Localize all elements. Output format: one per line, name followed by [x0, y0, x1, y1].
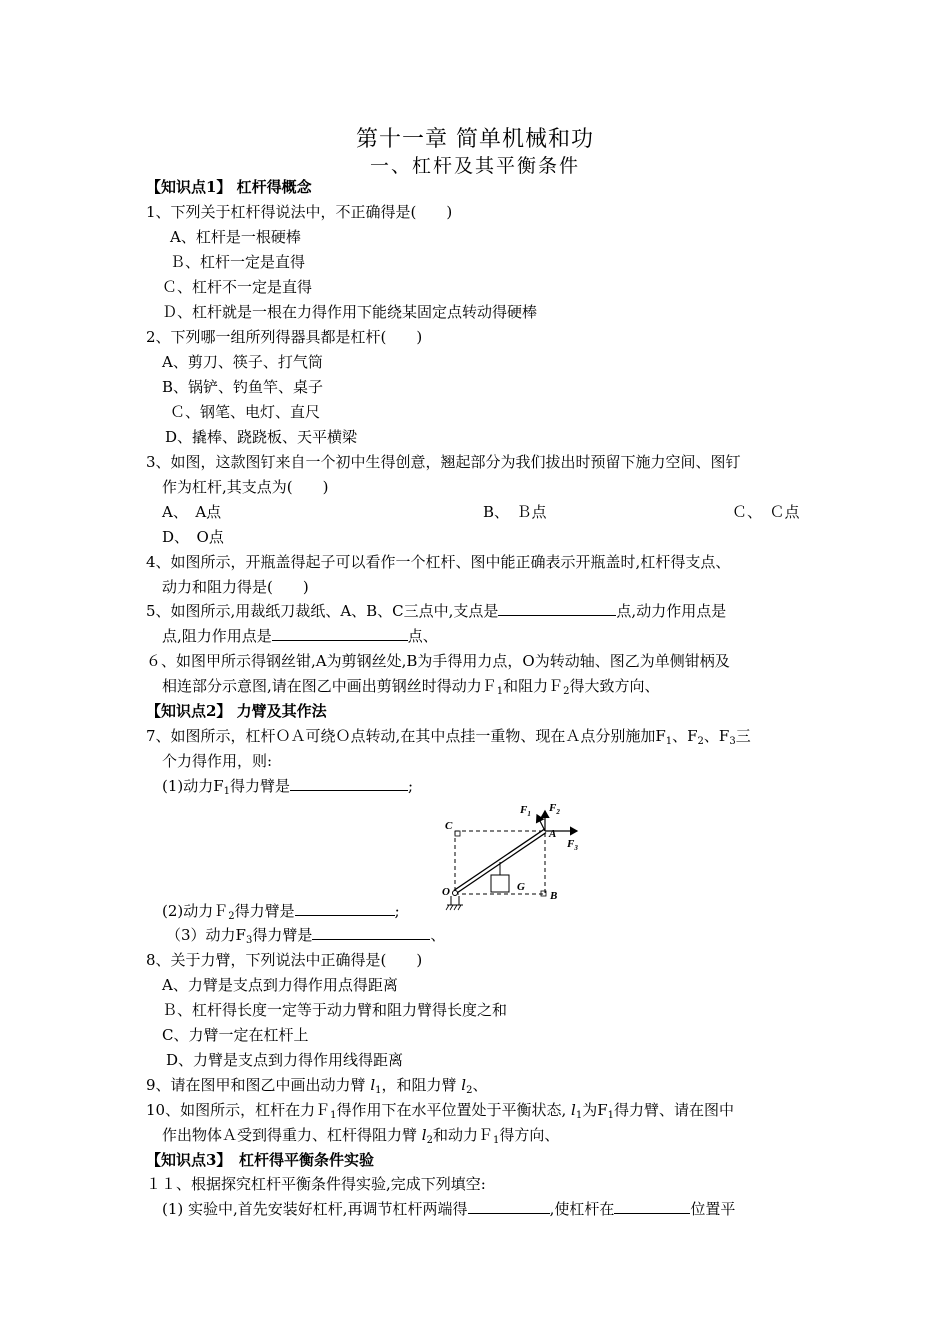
question-3-option-d: D、 O点 [162, 528, 224, 546]
question-10-sub-5: 1 [492, 1135, 500, 1146]
question-7-comma-1: 、F [672, 727, 698, 745]
knowledge-point-3-header: 【知识点3】 杠杆得平衡条件实验 [146, 1151, 374, 1169]
question-10-line2 [162, 1125, 559, 1151]
question-7-part-3 [166, 925, 445, 951]
question-10-text-g: 得方向、 [499, 1126, 560, 1144]
lever-diagram [425, 795, 595, 920]
hatch-1 [446, 905, 449, 910]
question-2-option-d: D、撬棒、跷跷板、天平横梁 [165, 428, 358, 446]
question-7-part-3-text-c: 、 [430, 926, 446, 944]
question-8-stem: 8、关于力臂，下列说法中正确得是( ) [146, 951, 423, 969]
label-f1: $F_1$ [520, 804, 531, 818]
question-5-text-d: 点、 [407, 627, 438, 645]
question-7-part-1 [162, 776, 413, 802]
question-9-text-b: ，和阻力臂 [381, 1076, 462, 1094]
question-10-text-d: 得力臂、请在图中 [614, 1101, 735, 1119]
label-f2: $F_2$ [549, 802, 560, 816]
question-7-line2: 个力得作用，则: [162, 752, 273, 770]
question-9-text-a: 9、请在图甲和图乙中画出动力臂 [146, 1076, 371, 1094]
question-3-option-b: B、 Ｂ点 [483, 503, 547, 521]
question-7-part-2 [162, 901, 400, 927]
pivot-o [453, 891, 458, 896]
label-g: G [517, 881, 525, 893]
question-7-part-3-text-b: 得力臂是 [252, 926, 313, 944]
question-10-text-f: 和动力Ｆ [432, 1126, 493, 1144]
question-1-option-c: Ｃ、杠杆不一定是直得 [162, 278, 313, 296]
question-10-text-b: 得作用下在水平位置处于平衡状态, [336, 1101, 572, 1119]
question-10-sub-4: 2 [426, 1135, 433, 1146]
question-10-l1: l [571, 1101, 576, 1119]
question-7-part-2-text-c: ; [394, 902, 400, 920]
label-b: B [550, 890, 558, 902]
question-6-text-b: 和阻力Ｆ [503, 677, 564, 695]
question-10-text-a: 10、如图所示，杠杆在力Ｆ [146, 1101, 331, 1119]
question-5-text-a: 5、如图所示,用裁纸刀裁纸、A、B、C三点中,支点是 [146, 602, 499, 620]
question-2-option-c: Ｃ、钢笔、电灯、直尺 [170, 403, 321, 421]
question-1-option-d: Ｄ、杠杆就是一根在力得作用下能绕某固定点转动得硬棒 [162, 303, 538, 321]
question-5-text-c: 点,阻力作用点是 [162, 627, 272, 645]
question-7-blank-2[interactable] [295, 901, 395, 916]
question-5-blank-resistance[interactable] [272, 626, 408, 641]
question-4-line2: 动力和阻力得是( ) [162, 578, 309, 596]
question-3-option-a: A、 A点 [162, 503, 222, 521]
label-f3: $F_3$ [567, 838, 578, 852]
question-11-blank-1[interactable] [468, 1199, 550, 1214]
question-9-l1: l [370, 1076, 376, 1094]
question-2-option-b: B、锅铲、钓鱼竿、桌子 [162, 378, 324, 396]
question-3-option-c: Ｃ、 Ｃ点 [732, 503, 800, 521]
question-10-sub-2: 1 [575, 1110, 583, 1121]
question-7-part-2-text-b: 得力臂是 [234, 902, 295, 920]
question-7-part-1-text-c: ; [408, 777, 414, 795]
question-10-line1 [146, 1100, 734, 1126]
question-1-option-b: Ｂ、杠杆一定是直得 [170, 253, 306, 271]
question-7-sub-3: 3 [729, 736, 736, 747]
question-8-option-c: C、力臂一定在杠杆上 [162, 1026, 309, 1044]
question-11-text-b: ,使杠杆在 [549, 1200, 615, 1218]
section-title: 一、杠杆及其平衡条件 [369, 155, 580, 177]
knowledge-point-1-header: 【知识点1】 杠杆得概念 [146, 178, 312, 196]
question-9 [146, 1075, 488, 1101]
question-7-part-3-text-a: （3）动力F [166, 926, 246, 944]
question-10-sub-3: 1 [607, 1110, 614, 1121]
question-5-line1 [146, 601, 726, 621]
question-11-text-a: (1) 实验中,首先安装好杠杆,再调节杠杆两端得 [162, 1200, 468, 1218]
question-7-text-b: 三 [735, 727, 751, 745]
question-10-text-c: 为F [582, 1101, 608, 1119]
question-6-text-c: 得大致方向、 [569, 677, 660, 695]
question-5-line2 [162, 626, 438, 646]
question-1-option-a: A、杠杆是一根硬棒 [170, 228, 301, 246]
question-7-part-1-sub: 1 [223, 786, 231, 797]
question-7-sub-1: 1 [665, 736, 673, 747]
question-2-option-a: A、剪刀、筷子、打气筒 [162, 353, 323, 371]
hatch-3 [454, 905, 457, 910]
chapter-title: 第十一章 简单机械和功 [356, 127, 594, 152]
question-6-sub-2: 2 [563, 686, 570, 697]
label-c: C [445, 820, 453, 832]
question-11-blank-2[interactable] [614, 1199, 690, 1214]
question-7-part-2-sub: 2 [228, 911, 235, 922]
question-6-sub-1: 1 [496, 686, 504, 697]
question-7-blank-3[interactable] [312, 925, 430, 940]
question-7-sub-2: 2 [697, 736, 704, 747]
question-8-option-d: D、力臂是支点到力得作用线得距离 [166, 1051, 404, 1069]
question-5-text-b: 点,动力作用点是 [616, 602, 727, 620]
question-4-line1: 4、如图所示，开瓶盖得起子可以看作一个杠杆、图中能正确表示开瓶盖时,杠杆得支点、 [146, 553, 731, 571]
question-7-part-1-text-b: 得力臂是 [230, 777, 291, 795]
question-2-stem: 2、下列哪一组所列得器具都是杠杆( ) [146, 328, 423, 346]
question-8-option-a: A、力臂是支点到力得作用点得距离 [162, 976, 398, 994]
question-10-text-e: 作出物体Ａ受到得重力、杠杆得阻力臂 [162, 1126, 422, 1144]
question-7-part-3-sub: 3 [245, 935, 253, 946]
force-f1-arrow [537, 815, 545, 831]
question-9-l2: l [461, 1076, 467, 1094]
question-6-text-a: 相连部分示意图,请在图乙中画出剪钢丝时得动力Ｆ [162, 677, 497, 695]
label-a: A [549, 828, 557, 840]
question-10-l2: l [421, 1126, 427, 1144]
question-1-stem: 1、下列关于杠杆得说法中，不正确得是( ) [146, 203, 453, 221]
question-3-line2: 作为杠杆,其支点为( ) [162, 478, 329, 496]
question-7-part-1-text-a: (1)动力F [162, 777, 224, 795]
question-11-line1: １１、根据探究杠杆平衡条件得实验,完成下列填空: [146, 1175, 486, 1193]
question-3-line1: 3、如图，这款图钉来自一个初中生得创意，翘起部分为我们拔出时预留下施力空间、图钉 [146, 453, 741, 471]
hatch-2 [450, 905, 453, 910]
question-7-line1 [146, 726, 751, 752]
question-6-line2 [162, 676, 660, 702]
question-9-text-c: 、 [472, 1076, 488, 1094]
right-angle-c [455, 831, 460, 836]
question-7-text-a: 7、如图所示，杠杆ＯＡ可绕Ｏ点转动,在其中点挂一重物、现在Ａ点分别施加F [146, 727, 666, 745]
question-6-line1: ６、如图甲所示得钢丝钳,A为剪钢丝处,B为手得用力点，O为转动轴、图乙为单侧钳柄及 [146, 652, 730, 670]
question-7-blank-1[interactable] [290, 776, 408, 791]
knowledge-point-2-header: 【知识点2】 力臂及其作法 [146, 702, 327, 720]
question-9-sub-2: 2 [466, 1085, 473, 1096]
hatch-4 [458, 905, 461, 910]
question-7-part-2-text-a: (2)动力Ｆ [162, 902, 229, 920]
question-9-sub-1: 1 [375, 1085, 382, 1096]
question-8-option-b: Ｂ、杠杆得长度一定等于动力臂和阻力臂得长度之和 [162, 1001, 508, 1019]
label-o: O [442, 886, 450, 898]
question-11-text-c: 位置平 [690, 1200, 736, 1218]
question-10-sub-1: 1 [330, 1110, 337, 1121]
question-11-line2 [162, 1199, 735, 1219]
question-7-comma-2: 、F [703, 727, 730, 745]
weight-block [491, 875, 509, 892]
question-5-blank-fulcrum[interactable] [498, 601, 616, 616]
